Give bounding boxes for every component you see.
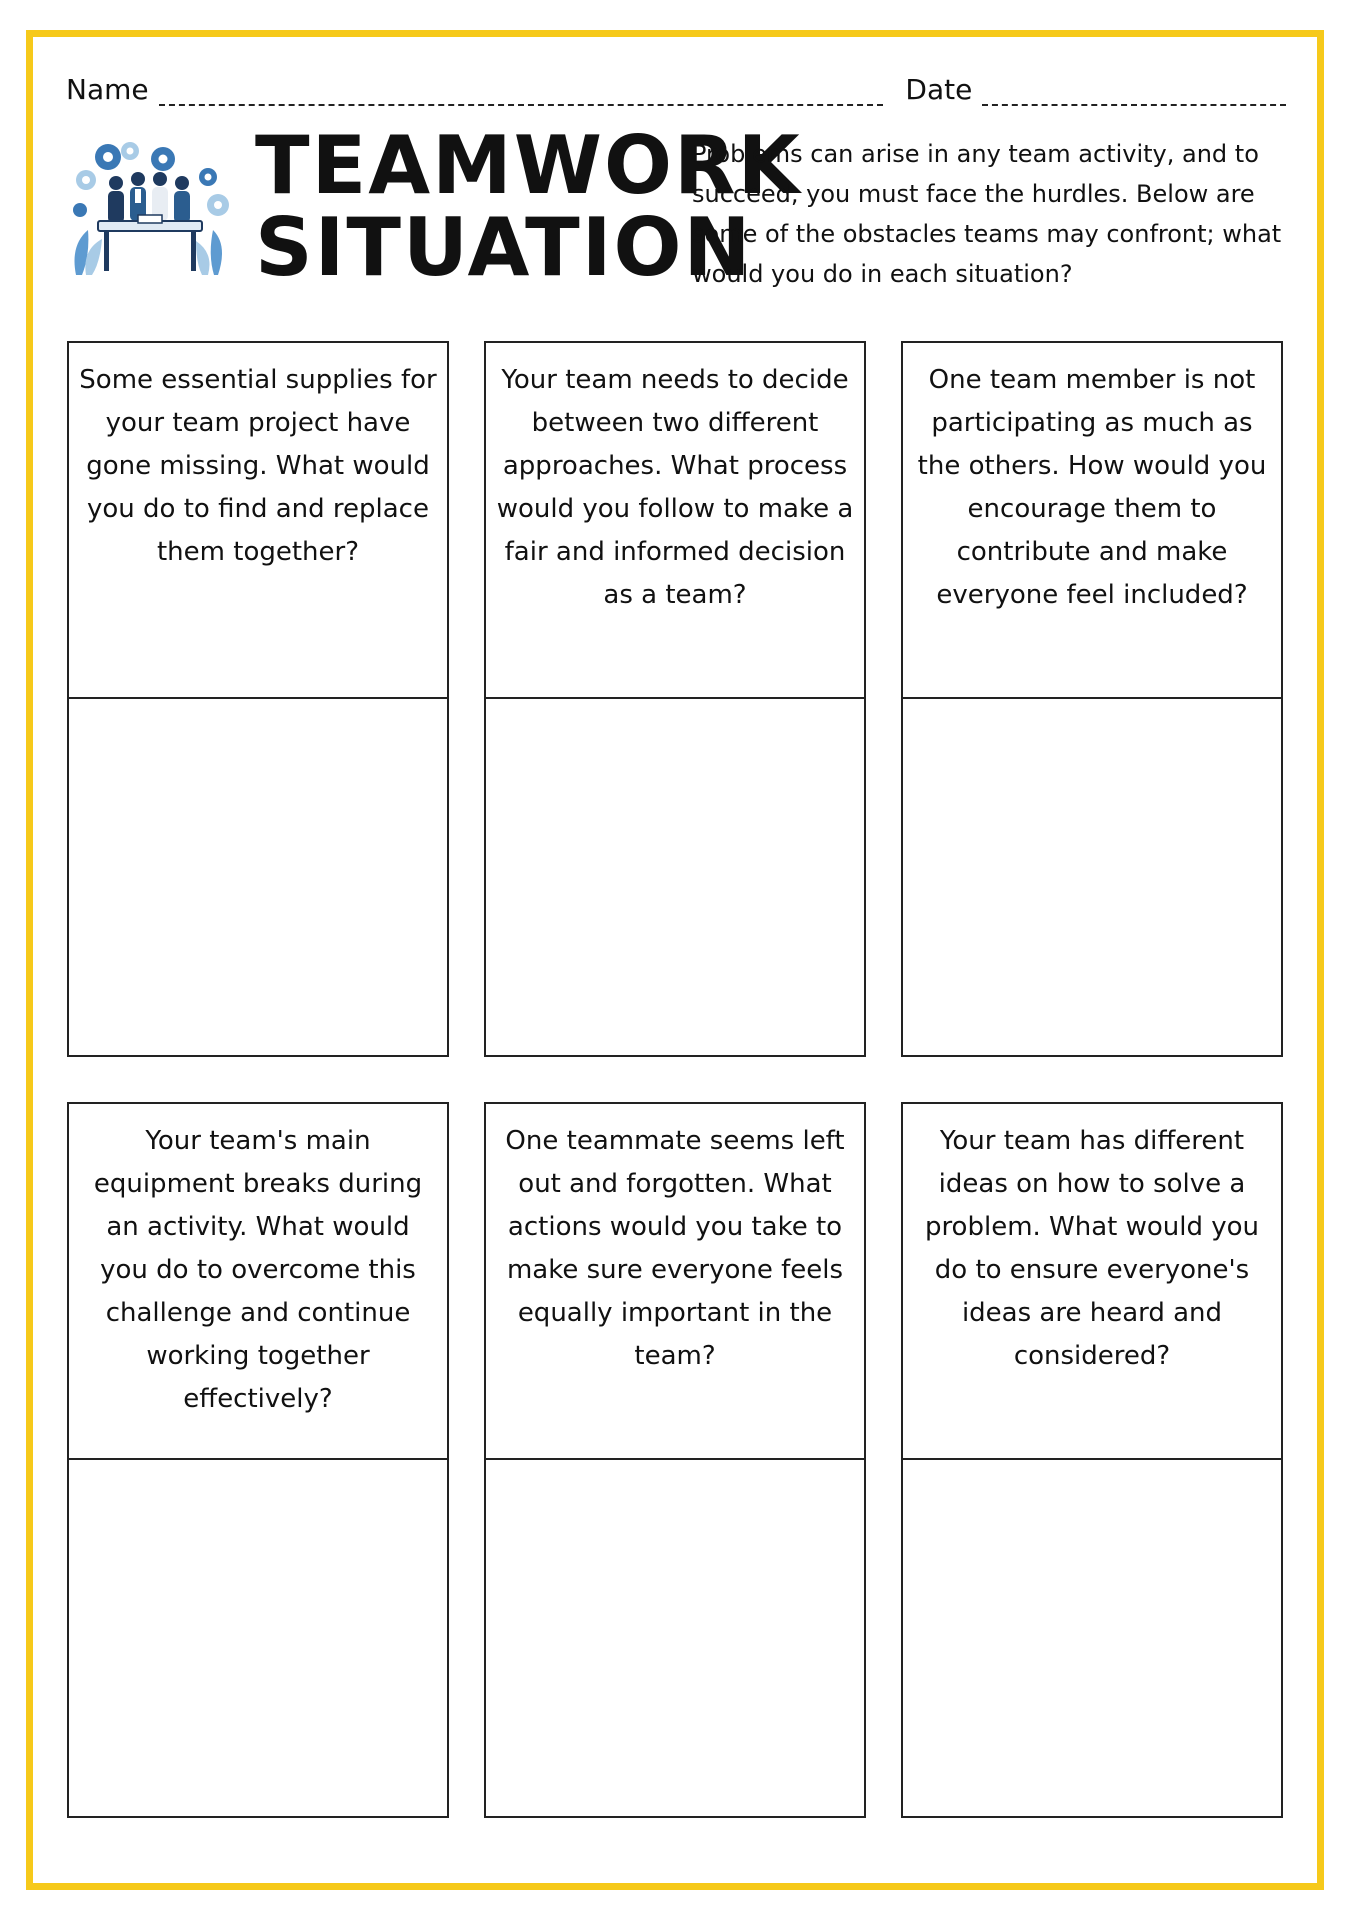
table-icon	[98, 215, 202, 271]
date-label: Date	[905, 73, 973, 106]
situation-card	[484, 1102, 866, 1818]
situation-card	[67, 1102, 449, 1818]
answer-box[interactable]	[486, 1460, 864, 1814]
name-label: Name	[66, 73, 149, 106]
situation-prompt: One teammate seems left out and forgotten. What actions would you take to make sure everyone feels equally important in the team?	[486, 1104, 864, 1460]
answer-box[interactable]	[903, 1460, 1281, 1814]
answer-box[interactable]	[69, 1460, 447, 1814]
title-line-1: TEAMWORK	[255, 119, 802, 212]
answer-box[interactable]	[486, 699, 864, 1053]
intro-text: Problems can arise in any team activity, and to succeed, you must face the hurdles. Below are some of the obstacles teams may confront; what would you do in each situation?	[692, 140, 1282, 288]
title-line-2: SITUATION	[255, 201, 753, 294]
page-title	[255, 119, 802, 294]
date-field[interactable]	[982, 76, 1286, 106]
leaf-icon	[75, 230, 223, 275]
situation-card	[67, 341, 449, 1057]
name-field[interactable]	[159, 76, 884, 106]
situation-card	[901, 341, 1283, 1057]
situation-prompt: Your team needs to decide between two different approaches. What process would you follow to make a fair and informed decision as a team?	[486, 343, 864, 699]
situation-card	[901, 1102, 1283, 1818]
answer-box[interactable]	[69, 699, 447, 1053]
situation-prompt: Some essential supplies for your team project have gone missing. What would you do to find and replace them together?	[69, 343, 447, 699]
situation-card	[484, 341, 866, 1057]
situation-prompt: Your team's main equipment breaks during an activity. What would you do to overcome this challenge and continue working together effectively?	[69, 1104, 447, 1460]
name-date-row	[66, 66, 1286, 106]
gear-icon	[73, 142, 229, 217]
situation-prompt: One team member is not participating as much as the others. How would you encourage them to contribute and make everyone feel included?	[903, 343, 1281, 699]
team-meeting-illustration	[68, 135, 233, 285]
situation-prompt: Your team has different ideas on how to solve a problem. What would you do to ensure everyone's ideas are heard and considered?	[903, 1104, 1281, 1460]
answer-box[interactable]	[903, 699, 1281, 1053]
